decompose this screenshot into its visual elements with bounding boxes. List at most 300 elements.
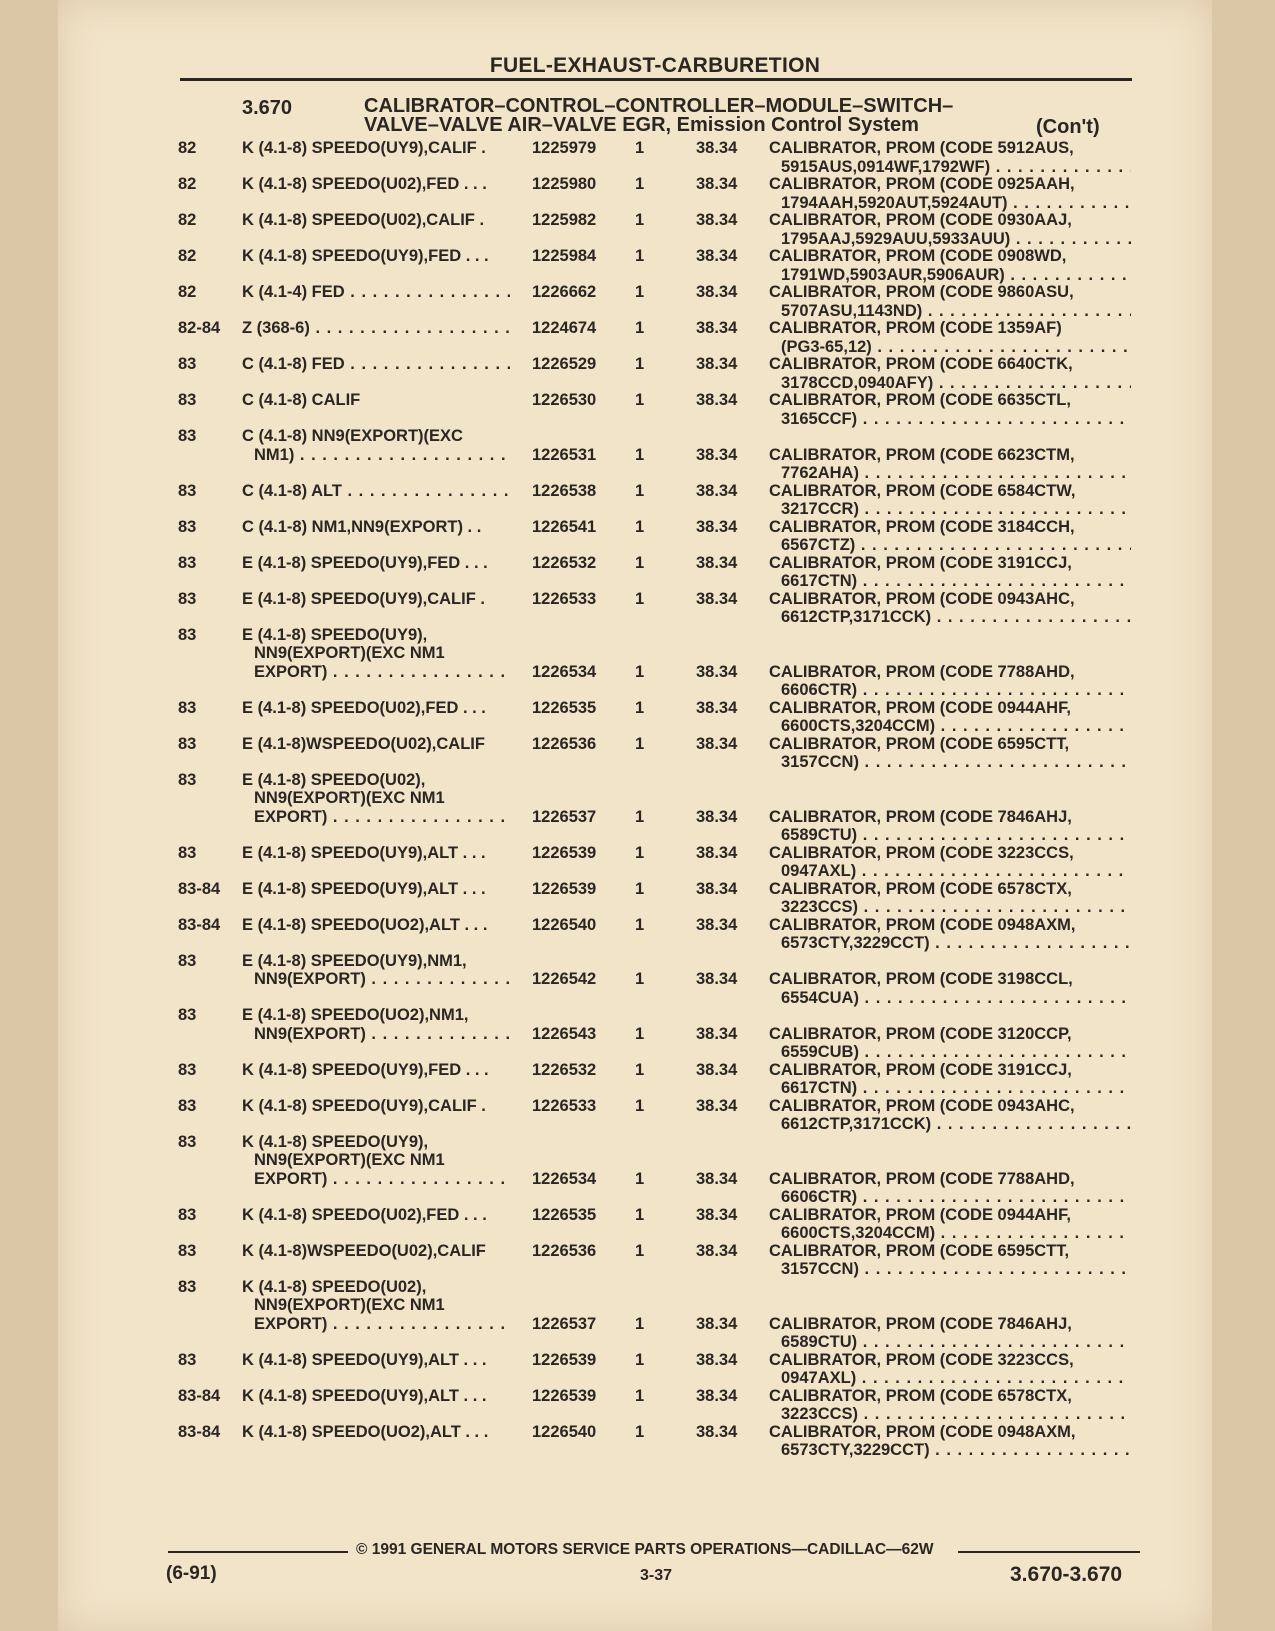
year-cell: 82	[178, 283, 197, 301]
quantity-cell: 1	[635, 139, 645, 157]
description-text: CALIBRATOR, PROM (CODE 7846AHJ,	[769, 807, 1072, 826]
model-cell	[242, 1387, 510, 1406]
description-text: 3157CCN)	[781, 753, 859, 771]
model-line	[242, 644, 510, 663]
year-cell: 83	[178, 1241, 197, 1260]
year-cell: 83	[178, 553, 197, 572]
description-cell	[769, 1097, 1131, 1134]
model-line	[242, 1151, 510, 1170]
model-text: K (4.1-8) SPEEDO(UO2),ALT . . .	[242, 1422, 489, 1441]
model-cell	[242, 1133, 510, 1189]
model-line	[242, 663, 510, 682]
description-line	[769, 880, 1131, 899]
model-text: E (4.1-8) SPEEDO(UY9),	[242, 625, 428, 644]
description-cell	[769, 663, 1131, 700]
model-cell	[242, 247, 510, 266]
description-cell	[769, 283, 1131, 320]
description-text: 1794AAH,5920AUT,5924AUT)	[781, 193, 1008, 212]
description-line	[769, 826, 1131, 845]
year-cell: 83	[178, 1006, 197, 1024]
model-text: K (4.1-8)WSPEEDO(U02),CALIF	[242, 1241, 486, 1260]
model-line	[242, 1387, 510, 1406]
description-text: CALIBRATOR, PROM (CODE 7788AHD,	[769, 662, 1075, 681]
description-cell	[769, 319, 1131, 356]
quantity-cell: 1	[635, 355, 645, 373]
description-cell	[769, 355, 1131, 392]
description-cell	[769, 1315, 1131, 1352]
description-text: CALIBRATOR, PROM (CODE 0944AHF,	[769, 1205, 1071, 1224]
price-cell: 38.34	[696, 283, 738, 301]
model-line	[242, 139, 510, 158]
description-text: 3157CCN)	[781, 1260, 859, 1278]
part-number-cell: 1226537	[532, 1314, 597, 1333]
description-line	[769, 1369, 1131, 1388]
description-line	[769, 1423, 1131, 1442]
description-line	[769, 482, 1131, 501]
part-number-cell: 1226539	[532, 1350, 597, 1369]
description-cell	[769, 1061, 1131, 1098]
description-text: 3178CCD,0940AFY)	[781, 373, 934, 392]
quantity-cell: 1	[635, 698, 645, 717]
model-line	[242, 1061, 510, 1080]
description-line	[769, 1333, 1131, 1352]
model-cell	[242, 735, 510, 754]
description-line	[769, 590, 1131, 609]
description-text: 6589CTU)	[781, 1333, 858, 1351]
quantity-cell: 1	[635, 1241, 645, 1260]
year-cell: 83	[178, 589, 197, 608]
price-cell: 38.34	[696, 1205, 738, 1224]
model-text: E (4.1-8) SPEEDO(UY9),ALT . . .	[242, 879, 486, 898]
quantity-cell: 1	[635, 1169, 645, 1188]
model-text: EXPORT)	[254, 807, 328, 826]
description-text: CALIBRATOR, PROM (CODE 6595CTT,	[769, 1241, 1070, 1260]
quantity-cell: 1	[635, 662, 645, 681]
price-cell: 38.34	[696, 1350, 738, 1369]
description-line	[769, 898, 1131, 917]
part-number-cell: 1226532	[532, 1060, 597, 1079]
model-text: K (4.1-8) SPEEDO(UY9),ALT . . .	[242, 1350, 487, 1369]
continued-label: (Con't)	[1036, 116, 1100, 138]
model-line	[242, 283, 510, 302]
description-line	[769, 464, 1131, 483]
model-line	[242, 175, 510, 194]
description-text: 6617CTN)	[781, 1079, 858, 1097]
model-text: C (4.1-8) NN9(EXPORT)(EXC	[242, 427, 463, 445]
model-text: E (4.1-8) SPEEDO(UY9),ALT . . .	[242, 843, 486, 862]
description-text: CALIBRATOR, PROM (CODE 0943AHC,	[769, 1096, 1075, 1115]
description-text: CALIBRATOR, PROM (CODE 9860ASU,	[769, 283, 1074, 301]
description-line	[769, 518, 1131, 537]
price-cell: 38.34	[696, 970, 738, 988]
year-cell: 83-84	[178, 1422, 221, 1441]
model-text: EXPORT)	[254, 662, 328, 681]
part-number-cell: 1225979	[532, 139, 597, 157]
description-line	[769, 1405, 1131, 1424]
part-number-cell: 1226542	[532, 970, 597, 988]
quantity-cell: 1	[635, 734, 645, 753]
model-text: C (4.1-8) CALIF	[242, 391, 361, 409]
description-line	[769, 717, 1131, 736]
model-cell	[242, 554, 510, 573]
description-line	[769, 735, 1131, 754]
description-text: 0947AXL)	[781, 862, 857, 880]
description-text: CALIBRATOR, PROM (CODE 6578CTX,	[769, 1386, 1072, 1405]
description-text: 1795AAJ,5929AUU,5933AUU)	[781, 229, 1011, 248]
model-cell	[242, 1206, 510, 1225]
year-cell: 82	[178, 211, 197, 229]
description-text: 6573CTY,3229CCT)	[781, 1441, 930, 1459]
price-cell: 38.34	[696, 807, 738, 826]
description-cell	[769, 970, 1131, 1007]
model-text: K (4.1-8) SPEEDO(U02),FED . . .	[242, 175, 487, 193]
description-line	[769, 410, 1131, 429]
description-line	[769, 1188, 1131, 1207]
quantity-cell: 1	[635, 915, 645, 934]
description-line	[769, 230, 1131, 249]
description-line	[769, 753, 1131, 772]
model-text: NM1)	[254, 445, 295, 464]
model-cell	[242, 916, 510, 935]
part-number-cell: 1226531	[532, 445, 597, 464]
price-cell: 38.34	[696, 175, 738, 193]
model-text: NN9(EXPORT)(EXC NM1	[254, 1296, 445, 1314]
quantity-cell: 1	[635, 1314, 645, 1333]
footer-copyright: © 1991 GENERAL MOTORS SERVICE PARTS OPERATIONS—CADILLAC—62W	[356, 1541, 934, 1558]
footer-page-number: 3-37	[640, 1567, 673, 1584]
model-line	[242, 590, 510, 609]
description-line	[769, 989, 1131, 1008]
quantity-cell: 1	[635, 445, 645, 464]
model-line	[242, 1133, 510, 1152]
model-line	[242, 1315, 510, 1334]
description-line	[769, 194, 1131, 213]
description-line	[769, 844, 1131, 863]
part-number-cell: 1226533	[532, 589, 597, 608]
model-text: K (4.1-8) SPEEDO(UY9),FED . . .	[242, 1060, 489, 1079]
price-cell: 38.34	[696, 1314, 738, 1333]
part-number-cell: 1226533	[532, 1096, 597, 1115]
description-cell	[769, 1423, 1131, 1460]
model-text: E (4.1-8) SPEEDO(UO2),NM1,	[242, 1006, 469, 1024]
model-cell	[242, 1242, 510, 1261]
model-line	[242, 446, 510, 465]
description-text: CALIBRATOR, PROM (CODE 6623CTM,	[769, 445, 1075, 464]
part-number-cell: 1226530	[532, 391, 597, 409]
description-text: 6612CTP,3171CCK)	[781, 608, 932, 626]
model-text: K (4.1-4) FED	[242, 283, 345, 301]
quantity-cell: 1	[635, 1386, 645, 1405]
part-number-cell: 1226534	[532, 662, 597, 681]
year-cell: 83-84	[178, 1386, 221, 1405]
model-line	[242, 391, 510, 410]
model-text: NN9(EXPORT)(EXC NM1	[254, 789, 445, 807]
price-cell: 38.34	[696, 1422, 738, 1441]
description-text: 3223CCS)	[781, 898, 859, 916]
price-cell: 38.34	[696, 589, 738, 608]
section-title	[364, 97, 1124, 135]
model-text: E (4.1-8) SPEEDO(UY9),CALIF .	[242, 589, 485, 608]
model-cell	[242, 1061, 510, 1080]
description-text: CALIBRATOR, PROM (CODE 6584CTW,	[769, 481, 1076, 500]
description-cell	[769, 1242, 1131, 1279]
description-text: CALIBRATOR, PROM (CODE 3191CCJ,	[769, 1060, 1072, 1079]
description-line	[769, 608, 1131, 627]
year-cell: 82	[178, 175, 197, 193]
model-line	[242, 952, 510, 971]
price-cell: 38.34	[696, 1386, 738, 1405]
description-cell	[769, 518, 1131, 555]
model-line	[242, 1097, 510, 1116]
description-cell	[769, 1025, 1131, 1062]
model-cell	[242, 391, 510, 410]
description-line	[769, 1315, 1131, 1334]
year-cell: 83	[178, 1277, 197, 1296]
description-text: CALIBRATOR, PROM (CODE 0908WD,	[769, 247, 1067, 265]
model-cell	[242, 1278, 510, 1334]
price-cell: 38.34	[696, 1060, 738, 1079]
description-text: CALIBRATOR, PROM (CODE 6595CTT,	[769, 734, 1070, 753]
model-text: K (4.1-8) SPEEDO(UY9),	[242, 1132, 429, 1151]
description-text: CALIBRATOR, PROM (CODE 0944AHF,	[769, 698, 1071, 717]
quantity-cell: 1	[635, 517, 645, 536]
model-line	[242, 247, 510, 266]
year-cell: 83	[178, 698, 197, 717]
model-text: C (4.1-8) ALT	[242, 481, 342, 500]
price-cell: 38.34	[696, 517, 738, 536]
description-line	[769, 699, 1131, 718]
model-cell	[242, 139, 510, 158]
quantity-cell: 1	[635, 1060, 645, 1079]
description-cell	[769, 211, 1131, 248]
description-text: 7762AHA)	[781, 464, 859, 482]
part-number-cell: 1226536	[532, 734, 597, 753]
description-line	[769, 500, 1131, 519]
model-line	[242, 808, 510, 827]
part-number-cell: 1226543	[532, 1024, 597, 1043]
price-cell: 38.34	[696, 211, 738, 229]
description-text: CALIBRATOR, PROM (CODE 0925AAH,	[769, 175, 1075, 193]
part-number-cell: 1225980	[532, 175, 597, 193]
price-cell: 38.34	[696, 662, 738, 681]
model-line	[242, 482, 510, 501]
description-line	[769, 536, 1131, 555]
description-line	[769, 338, 1131, 357]
model-line	[242, 1170, 510, 1189]
quantity-cell: 1	[635, 283, 645, 301]
model-text: K (4.1-8) SPEEDO(U02),	[242, 1277, 427, 1296]
model-text: E (4.1-8) SPEEDO(UY9),FED . . .	[242, 553, 488, 572]
part-number-cell: 1226532	[532, 553, 597, 572]
model-text: K (4.1-8) SPEEDO(U02),CALIF .	[242, 211, 485, 229]
description-text: 6612CTP,3171CCK)	[781, 1115, 932, 1133]
header-rule	[180, 78, 1132, 81]
description-text: CALIBRATOR, PROM (CODE 6578CTX,	[769, 879, 1072, 898]
part-number-cell: 1226539	[532, 843, 597, 862]
model-line	[242, 880, 510, 899]
footer-section-range: 3.670-3.670	[1010, 1563, 1123, 1586]
description-text: CALIBRATOR, PROM (CODE 6635CTL,	[769, 391, 1071, 409]
section-title-line-1: CALIBRATOR–CONTROL–CONTROLLER–MODULE–SWITCH–	[364, 95, 954, 117]
description-text: 6554CUA)	[781, 988, 859, 1007]
year-cell: 83	[178, 843, 197, 862]
model-text: NN9(EXPORT)	[254, 970, 366, 988]
part-number-cell: 1225982	[532, 211, 597, 229]
description-text: 6606CTR)	[781, 681, 858, 699]
part-number-cell: 1226535	[532, 698, 597, 717]
model-line	[242, 916, 510, 935]
description-text: 3217CCR)	[781, 500, 859, 518]
description-cell	[769, 247, 1131, 284]
description-line	[769, 663, 1131, 682]
description-text: 6567CTZ)	[781, 536, 856, 554]
price-cell: 38.34	[696, 391, 738, 409]
model-line	[242, 1242, 510, 1261]
model-line	[242, 844, 510, 863]
description-cell	[769, 1206, 1131, 1243]
description-line	[769, 302, 1131, 321]
year-cell: 83-84	[178, 915, 221, 934]
description-text: 6600CTS,3204CCM)	[781, 1224, 936, 1242]
description-line	[769, 355, 1131, 374]
model-cell	[242, 1351, 510, 1370]
description-text: 6600CTS,3204CCM)	[781, 717, 936, 735]
model-text: EXPORT)	[254, 1169, 328, 1188]
part-number-cell: 1226538	[532, 481, 597, 500]
description-cell	[769, 391, 1131, 428]
model-text: EXPORT)	[254, 1314, 328, 1333]
description-text: CALIBRATOR, PROM (CODE 7788AHD,	[769, 1169, 1075, 1188]
footer-rule-right	[958, 1551, 1140, 1553]
model-line	[242, 699, 510, 718]
quantity-cell: 1	[635, 175, 645, 193]
description-line	[769, 1115, 1131, 1134]
model-text: NN9(EXPORT)(EXC NM1	[254, 1151, 445, 1169]
quantity-cell: 1	[635, 553, 645, 572]
description-line	[769, 1206, 1131, 1225]
description-cell	[769, 844, 1131, 881]
model-cell	[242, 1097, 510, 1116]
year-cell: 83	[178, 1350, 197, 1369]
description-text: 3223CCS)	[781, 1405, 859, 1423]
model-text: E (4.1-8) SPEEDO(U02),FED . . .	[242, 698, 486, 717]
model-cell	[242, 844, 510, 863]
year-cell: 82-84	[178, 319, 221, 337]
part-number-cell: 1226536	[532, 1241, 597, 1260]
description-cell	[769, 808, 1131, 845]
price-cell: 38.34	[696, 139, 738, 157]
description-cell	[769, 1170, 1131, 1207]
year-cell: 83	[178, 481, 197, 500]
page-title: FUEL-EXHAUST-CARBURETION	[489, 54, 821, 77]
model-line	[242, 970, 510, 989]
model-cell	[242, 283, 510, 302]
model-text: K (4.1-8) SPEEDO(UY9),CALIF .	[242, 139, 486, 157]
model-line	[242, 1351, 510, 1370]
description-line	[769, 283, 1131, 302]
section-title-line-2: VALVE–VALVE AIR–VALVE EGR, Emission Control System	[364, 114, 919, 136]
model-text: E (4.1-8) SPEEDO(U02),	[242, 770, 426, 789]
description-line	[769, 862, 1131, 881]
description-text: CALIBRATOR, PROM (CODE 5912AUS,	[769, 139, 1074, 157]
description-text: 6589CTU)	[781, 826, 858, 844]
quantity-cell: 1	[635, 970, 645, 988]
quantity-cell: 1	[635, 1096, 645, 1115]
description-text: 3165CCF)	[781, 409, 858, 428]
description-text: CALIBRATOR, PROM (CODE 3198CCL,	[769, 970, 1073, 988]
price-cell: 38.34	[696, 553, 738, 572]
description-line	[769, 1097, 1131, 1116]
year-cell: 83	[178, 734, 197, 753]
quantity-cell: 1	[635, 589, 645, 608]
description-line	[769, 374, 1131, 393]
description-text: 5915AUS,0914WF,1792WF)	[781, 157, 991, 176]
description-line	[769, 808, 1131, 827]
model-cell	[242, 771, 510, 827]
description-text: CALIBRATOR, PROM (CODE 0930AAJ,	[769, 211, 1072, 229]
model-line	[242, 789, 510, 808]
model-line	[242, 771, 510, 790]
model-text: K (4.1-8) SPEEDO(U02),FED . . .	[242, 1205, 487, 1224]
description-text: CALIBRATOR, PROM (CODE 3191CCJ,	[769, 553, 1072, 572]
price-cell: 38.34	[696, 1096, 738, 1115]
quantity-cell: 1	[635, 843, 645, 862]
description-line	[769, 934, 1131, 953]
year-cell: 83	[178, 427, 197, 445]
model-line	[242, 1206, 510, 1225]
model-line	[242, 355, 510, 374]
price-cell: 38.34	[696, 915, 738, 934]
description-text: 6573CTY,3229CCT)	[781, 934, 930, 952]
description-text: 5707ASU,1143ND)	[781, 301, 923, 320]
part-number-cell: 1226540	[532, 915, 597, 934]
year-cell: 83	[178, 355, 197, 373]
description-text: (PG3-65,12)	[781, 337, 872, 356]
description-line	[769, 1387, 1131, 1406]
part-number-cell: 1226535	[532, 1205, 597, 1224]
description-line	[769, 266, 1131, 285]
quantity-cell: 1	[635, 1205, 645, 1224]
model-text: NN9(EXPORT)	[254, 1024, 366, 1043]
price-cell: 38.34	[696, 445, 738, 464]
description-cell	[769, 916, 1131, 953]
description-text: CALIBRATOR, PROM (CODE 0948AXM,	[769, 1422, 1076, 1441]
model-line	[242, 735, 510, 754]
footer-date-code: (6-91)	[166, 1563, 217, 1584]
description-cell	[769, 699, 1131, 736]
model-cell	[242, 355, 510, 374]
quantity-cell: 1	[635, 1422, 645, 1441]
model-line	[242, 319, 510, 338]
model-cell	[242, 211, 510, 230]
description-line	[769, 970, 1131, 989]
description-line	[769, 158, 1131, 177]
description-text: 0947AXL)	[781, 1369, 857, 1387]
description-text: CALIBRATOR, PROM (CODE 3223CCS,	[769, 1350, 1074, 1369]
description-line	[769, 1351, 1131, 1370]
description-text: 6617CTN)	[781, 572, 858, 590]
description-text: 6606CTR)	[781, 1188, 858, 1206]
model-line	[242, 427, 510, 446]
price-cell: 38.34	[696, 1241, 738, 1260]
year-cell: 82	[178, 139, 197, 157]
part-number-cell: 1225984	[532, 247, 597, 265]
model-cell	[242, 319, 510, 338]
model-text: K (4.1-8) SPEEDO(UY9),ALT . . .	[242, 1386, 487, 1405]
price-cell: 38.34	[696, 355, 738, 373]
description-text: CALIBRATOR, PROM (CODE 3223CCS,	[769, 843, 1074, 862]
description-text: CALIBRATOR, PROM (CODE 1359AF)	[769, 319, 1062, 337]
